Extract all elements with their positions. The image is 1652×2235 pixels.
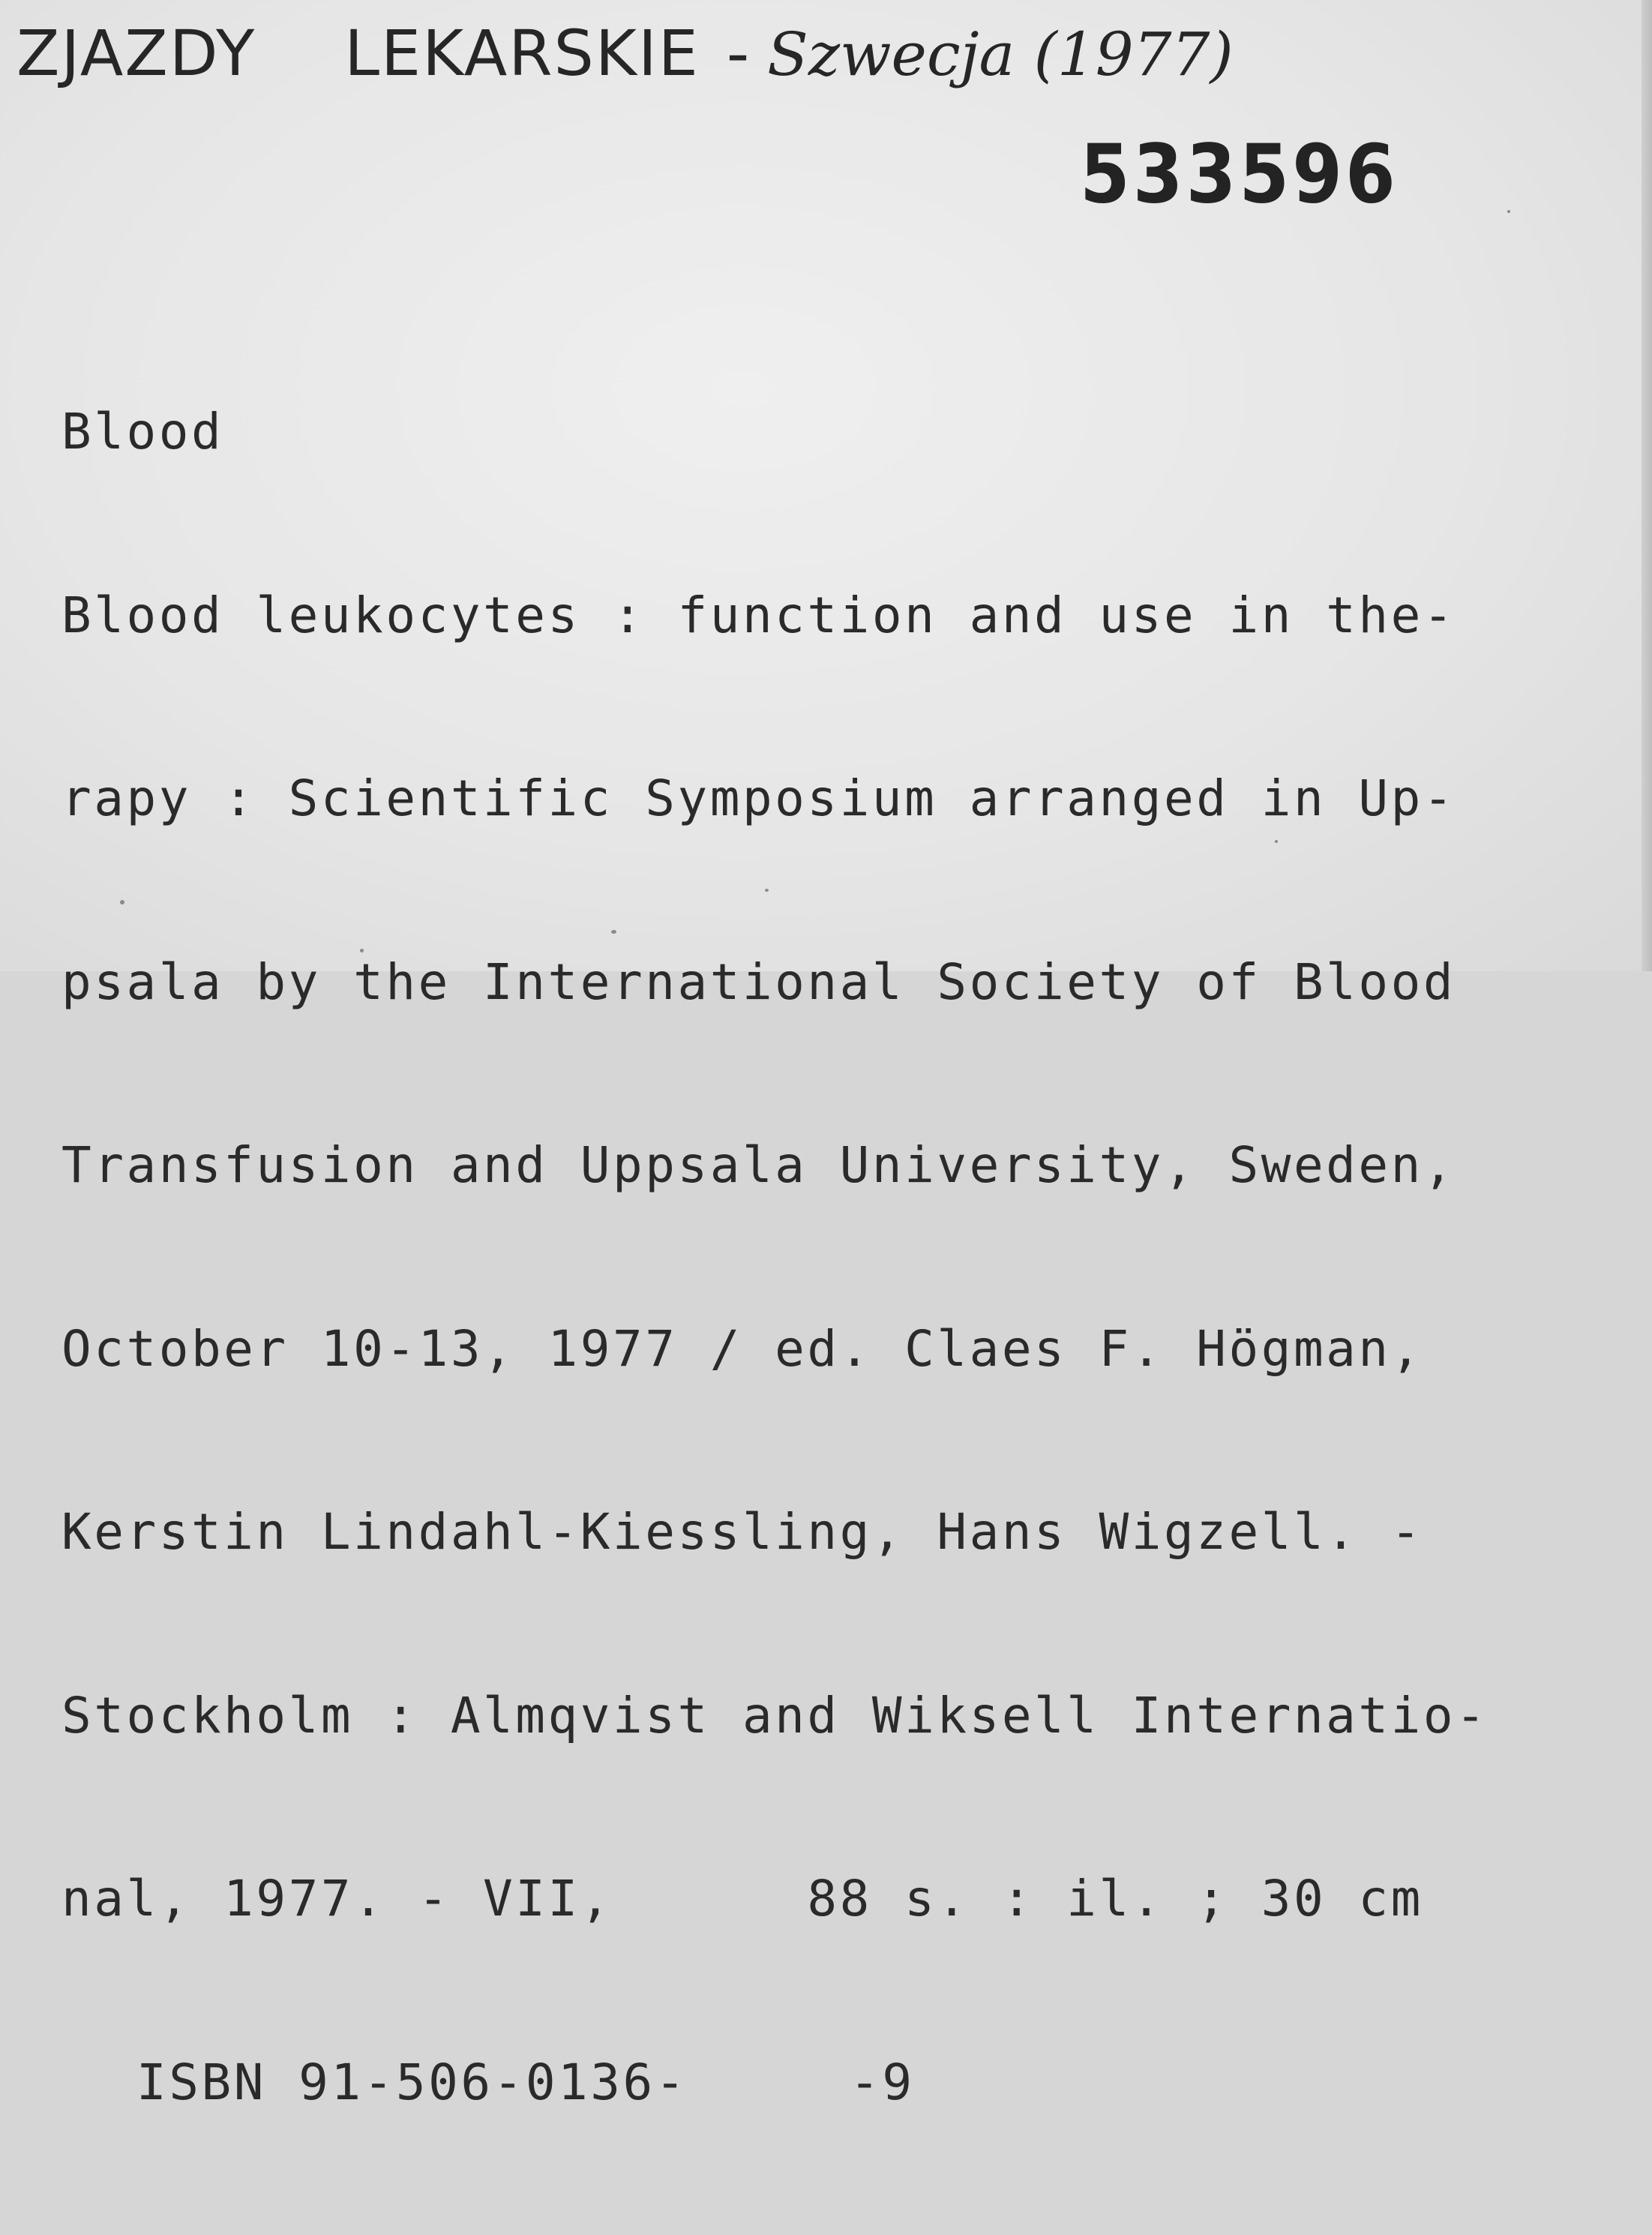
heading-dash: -	[726, 16, 751, 90]
entry-line: Transfusion and Uppsala University, Sweden,	[61, 1136, 1456, 1194]
ink-speck	[120, 900, 124, 904]
entry-line: October 10-13, 1977 / ed. Claes F. Högman,	[61, 1319, 1423, 1378]
entry-line: nal, 1977. - VII, 88 s. : il. ; 30 cm	[61, 1870, 1423, 1928]
entry-line: Blood	[61, 403, 224, 460]
subject-heading	[16, 16, 1234, 90]
entry-line: Blood leukocytes : function and use in the-	[61, 586, 1456, 644]
ink-speck	[765, 889, 769, 892]
call-number: 533596	[1080, 128, 1399, 222]
entry-line: rapy : Scientific Symposium arranged in Up-	[61, 770, 1456, 827]
ink-speck	[1507, 210, 1510, 213]
heading-country: Szwecja (1977)	[767, 20, 1234, 89]
ink-speck	[1275, 840, 1278, 843]
card-edge	[1642, 0, 1652, 971]
heading-subject-2: LEKARSKIE	[344, 16, 700, 90]
catalog-entry	[61, 279, 1488, 2235]
heading-subject: ZJAZDY	[16, 16, 256, 90]
entry-line: Stockholm : Almqvist and Wiksell Internatio-	[61, 1686, 1489, 1744]
isbn-line: ISBN 91-506-0136- -9	[136, 2053, 915, 2111]
ink-speck	[611, 930, 616, 934]
ink-speck	[360, 949, 364, 952]
entry-line: psala by the International Society of Blood	[61, 952, 1456, 1011]
entry-line: Kerstin Lindahl-Kiessling, Hans Wigzell. -	[61, 1503, 1423, 1561]
